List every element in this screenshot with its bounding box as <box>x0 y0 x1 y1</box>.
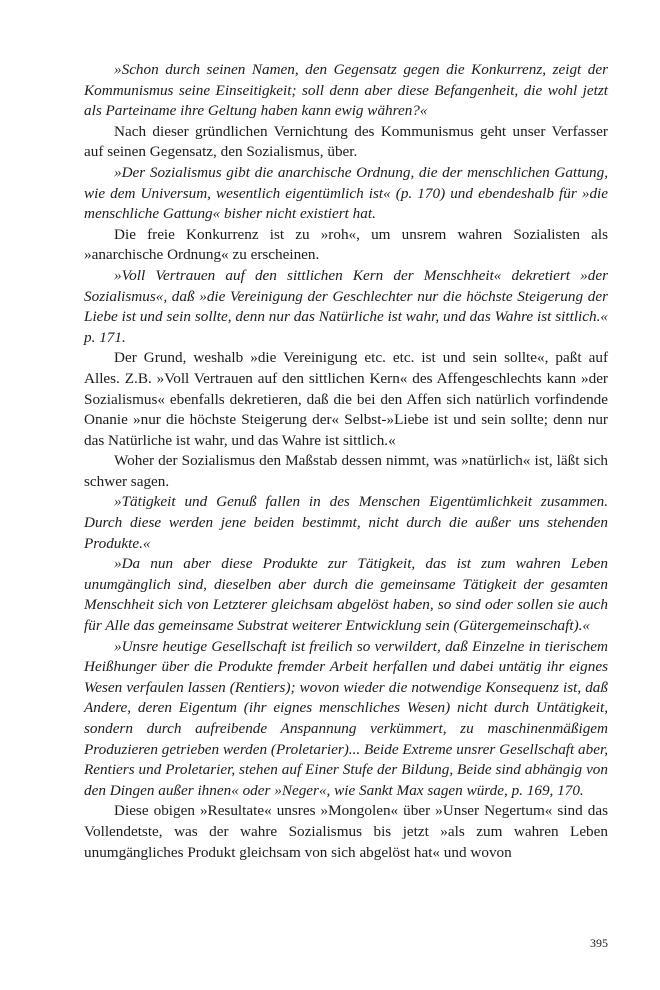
quote-paragraph: »Der Sozialismus gibt die anarchische Ordnung, die der menschlichen Gattung, wie dem Universum, wesentlich eigentümlich ist« (p. 170) und ebendeshalb für »die menschliche Gattung« bisher nicht existiert hat. <box>84 163 608 223</box>
quote-paragraph: »Da nun aber diese Produkte zur Tätigkeit, das ist zum wahren Leben unumgänglich sind, dieselben aber durch die gemeinsame Tätigkeit der gesamten Menschheit sich von Letzterer gleichsam abgelöst haben, so sind oder sollen sie auch für Alle das gemeinsame Substrat weiterer Entwicklung sein (Gütergemeinschaft).« <box>84 555 608 635</box>
quote-paragraph: »Voll Vertrauen auf den sittlichen Kern der Menschheit« dekretiert »der Sozialismus«, daß »die Vereinigung der Geschlechter nur die höchste Steigerung der Liebe ist und sein sollte, denn nur das Natürliche ist wahr, und das Wahre ist sittlich.« p. 171. <box>84 266 608 346</box>
body-paragraph: Die freie Konkurrenz ist zu »roh«, um unsrem wahren Sozialisten als »anarchische Ordnung« zu erscheinen. <box>84 225 608 264</box>
body-paragraph: Nach dieser gründlichen Vernichtung des Kommunismus geht unser Verfasser auf seinen Gegensatz, den Sozialismus, über. <box>84 122 608 161</box>
body-paragraph: Woher der Sozialismus den Maßstab dessen nimmt, was »natürlich« ist, läßt sich schwer sagen. <box>84 452 608 490</box>
book-page <box>84 60 608 863</box>
page-number: 395 <box>590 936 608 950</box>
body-paragraph: Der Grund, weshalb »die Vereinigung etc. etc. ist und sein sollte«, paßt auf Alles. Z.B. »Voll Vertrauen auf den sittlichen Kern« des Affengeschlechts kann »der Sozialismus« ebenfalls dekretieren, daß die bei den Affen sich natürlich vorfindende Onanie »nur die höchste Steigerung der« Selbst-»Liebe ist und sein sollte; denn nur das Natürliche ist wahr, und das Wahre ist sittlich.« <box>84 349 608 449</box>
quote-paragraph: »Schon durch seinen Namen, den Gegensatz gegen die Konkurrenz, zeigt der Kommunismus seine Einseitigkeit; soll denn aber diese Befangenheit, die wohl jetzt als Parteiname ihre Geltung haben kann ewig währen?« <box>84 61 608 120</box>
quote-paragraph: »Tätigkeit und Genuß fallen in des Menschen Eigentümlichkeit zusammen. Durch diese werden jene beiden bestimmt, nicht durch die außer uns stehenden Produkte.« <box>84 493 608 552</box>
body-paragraph: Diese obigen »Resultate« unsres »Mongolen« über »Unser Negertum« sind das Vollendetste, was der wahre Sozialismus bis jetzt »als zum wahren Leben unumgängliches Produkt gleichsam von sich abgelöst hat« und wovon <box>84 802 608 861</box>
quote-paragraph: »Unsre heutige Gesellschaft ist freilich so verwildert, daß Einzelne in tierischem Heißhunger über die Produkte fremder Arbeit herfallen und dabei untätig ihr eignes Wesen verfaulen lassen (Rentiers); wovon wieder die notwendige Konsequenz ist, daß Andere, deren Eigentum (ihr eignes menschliches Wesen) nicht durch Untätigkeit, sondern durch aufreibende Anspannung verkümmert, zu maschinenmäßigem Produzieren getrieben werden (Proletarier)... Beide Extreme unsrer Gesellschaft aber, Rentiers und Proletarier, stehen auf Einer Stufe der Bildung, Beide sind abhängig von den Dingen außer ihnen« oder »Neger«, wie Sankt Max sagen würde, p. 169, 170. <box>84 637 608 799</box>
